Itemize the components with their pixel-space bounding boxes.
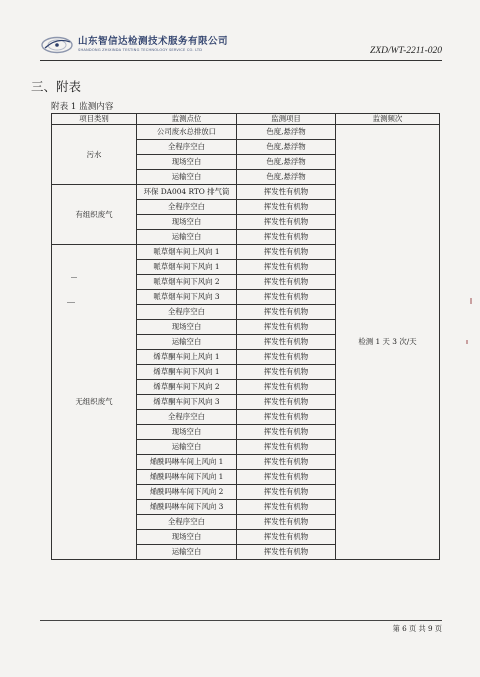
table-caption: 附表 1 监测内容 <box>51 102 114 112</box>
point-cell: 哌草烟车间上风向 1 <box>137 245 237 260</box>
item-cell: 挥发性有机物 <box>237 545 336 560</box>
company-name <box>78 37 228 52</box>
frequency-cell: 检测 1 天 3 次/天 <box>336 125 440 560</box>
item-cell: 挥发性有机物 <box>237 245 336 260</box>
footer-divider <box>40 620 442 621</box>
item-cell: 色度,悬浮物 <box>237 140 336 155</box>
point-cell: 烯草酮车间下风向 1 <box>137 365 237 380</box>
item-cell: 挥发性有机物 <box>237 380 336 395</box>
point-cell: 烯酰吗啉车间下风向 2 <box>137 485 237 500</box>
item-cell: 挥发性有机物 <box>237 185 336 200</box>
item-cell: 挥发性有机物 <box>237 350 336 365</box>
header-category: 项目类别 <box>52 114 137 125</box>
item-cell: 挥发性有机物 <box>237 275 336 290</box>
section-title: 三、附表 <box>31 79 82 94</box>
item-cell: 色度,悬浮物 <box>237 170 336 185</box>
item-cell: 挥发性有机物 <box>237 215 336 230</box>
company-name-en: SHANDONG ZHIXINDA TESTING TECHNOLOGY SERVICE CO. LTD <box>78 47 203 52</box>
item-cell: 挥发性有机物 <box>237 485 336 500</box>
category-cell: 有组织废气 <box>52 185 137 245</box>
table-header-row <box>52 114 440 125</box>
item-cell: 挥发性有机物 <box>237 500 336 515</box>
header-item: 监测项目 <box>237 114 336 125</box>
point-cell: 全程序空白 <box>137 200 237 215</box>
item-cell: 挥发性有机物 <box>237 290 336 305</box>
item-cell: 挥发性有机物 <box>237 395 336 410</box>
scan-mark <box>466 340 468 344</box>
point-cell: 公司废水总排放口 <box>137 125 237 140</box>
header-divider <box>40 60 442 61</box>
category-cell: 无组织废气 <box>52 245 137 560</box>
item-cell: 挥发性有机物 <box>237 425 336 440</box>
point-cell: 环保 DA004 RTO 排气筒 <box>137 185 237 200</box>
item-cell: 挥发性有机物 <box>237 260 336 275</box>
point-cell: 运输空白 <box>137 170 237 185</box>
point-cell: 运输空白 <box>137 335 237 350</box>
monitoring-table <box>51 113 440 560</box>
point-cell: 现场空白 <box>137 425 237 440</box>
item-cell: 挥发性有机物 <box>237 455 336 470</box>
point-cell: 现场空白 <box>137 320 237 335</box>
point-cell: 全程序空白 <box>137 410 237 425</box>
scan-mark <box>71 277 77 278</box>
point-cell: 全程序空白 <box>137 140 237 155</box>
point-cell: 哌草烟车间下风向 3 <box>137 290 237 305</box>
report-number: ZXD/WT-2211-020 <box>370 46 442 56</box>
scan-mark <box>470 298 472 304</box>
point-cell: 现场空白 <box>137 530 237 545</box>
header-point: 监测点位 <box>137 114 237 125</box>
point-cell: 烯酰吗啉车间下风向 3 <box>137 500 237 515</box>
item-cell: 色度,悬浮物 <box>237 155 336 170</box>
item-cell: 挥发性有机物 <box>237 530 336 545</box>
scan-mark <box>67 302 75 303</box>
page-number: 第 6 页 共 9 页 <box>392 624 442 633</box>
company-logo-icon <box>40 35 74 55</box>
point-cell: 烯草酮车间下风向 2 <box>137 380 237 395</box>
point-cell: 哌草烟车间下风向 1 <box>137 260 237 275</box>
item-cell: 挥发性有机物 <box>237 440 336 455</box>
item-cell: 挥发性有机物 <box>237 515 336 530</box>
point-cell: 烯草酮车间上风向 1 <box>137 350 237 365</box>
point-cell: 运输空白 <box>137 440 237 455</box>
item-cell: 挥发性有机物 <box>237 230 336 245</box>
item-cell: 色度,悬浮物 <box>237 125 336 140</box>
point-cell: 运输空白 <box>137 545 237 560</box>
category-cell: 污水 <box>52 125 137 185</box>
item-cell: 挥发性有机物 <box>237 470 336 485</box>
point-cell: 运输空白 <box>137 230 237 245</box>
point-cell: 全程序空白 <box>137 515 237 530</box>
item-cell: 挥发性有机物 <box>237 305 336 320</box>
item-cell: 挥发性有机物 <box>237 410 336 425</box>
point-cell: 烯酰吗啉车间下风向 1 <box>137 470 237 485</box>
table-row <box>52 125 440 140</box>
company-logo <box>40 34 228 56</box>
table-body <box>52 125 440 560</box>
point-cell: 烯草酮车间下风向 3 <box>137 395 237 410</box>
item-cell: 挥发性有机物 <box>237 200 336 215</box>
item-cell: 挥发性有机物 <box>237 320 336 335</box>
item-cell: 挥发性有机物 <box>237 365 336 380</box>
point-cell: 现场空白 <box>137 215 237 230</box>
item-cell: 挥发性有机物 <box>237 335 336 350</box>
point-cell: 现场空白 <box>137 155 237 170</box>
header-frequency: 监测频次 <box>336 114 440 125</box>
company-name-cn: 山东智信达检测技术服务有限公司 <box>78 36 229 48</box>
point-cell: 哌草烟车间下风向 2 <box>137 275 237 290</box>
point-cell: 烯酰吗啉车间上风向 1 <box>137 455 237 470</box>
point-cell: 全程序空白 <box>137 305 237 320</box>
